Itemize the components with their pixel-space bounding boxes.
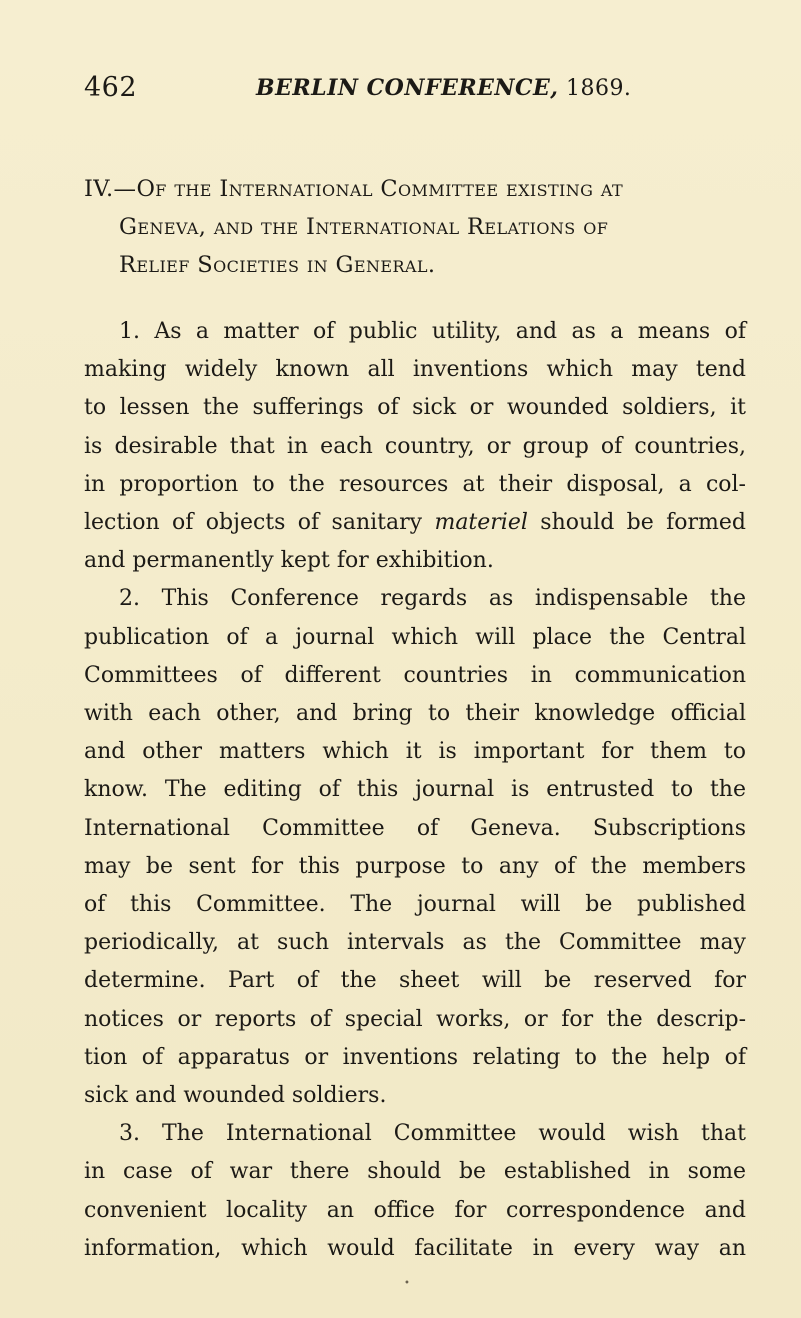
running-title <box>256 75 631 101</box>
text-line: notices or reports of special works, or for the descrip- <box>84 1006 746 1032</box>
text-line: is desirable that in each country, or group of countries, <box>84 433 746 459</box>
text-line: of this Committee. The journal will be published <box>84 892 746 918</box>
text-line: in case of war there should be established in some <box>84 1159 746 1185</box>
text-line: and permanently kept for exhibition. <box>84 548 494 574</box>
text-line: Committees of different countries in communication <box>84 662 746 688</box>
text-line: tion of apparatus or inventions relating to the help of <box>84 1044 746 1070</box>
text-line: sick and wounded soldiers. <box>84 1083 387 1109</box>
text-segment: should be formed <box>527 510 746 536</box>
text-line: 1. As a matter of public utility, and as a means of <box>119 319 746 344</box>
text-line: periodically, at such intervals as the Committee may <box>84 930 746 956</box>
text-line: may be sent for this purpose to any of the members <box>84 853 746 879</box>
running-title-text: BERLIN CONFERENCE, <box>256 75 559 101</box>
section-heading-line: Relief Societies in General. <box>119 252 436 278</box>
italic-term: materiel <box>434 510 528 536</box>
footer-mark: • <box>404 1278 410 1289</box>
text-line: convenient locality an office for correspondence and <box>84 1197 746 1223</box>
text-line: know. The editing of this journal is entrusted to the <box>84 777 746 803</box>
text-line: information, which would facilitate in every way an <box>84 1235 746 1261</box>
body-text <box>84 313 746 1268</box>
text-line: 2. This Conference regards as indispensable the <box>119 586 746 612</box>
page-number: 462 <box>84 72 138 103</box>
text-line: publication of a journal which will place the Central <box>84 624 746 650</box>
text-line: in proportion to the resources at their disposal, a col- <box>84 471 746 497</box>
text-line: International Committee of Geneva. Subscriptions <box>84 815 746 841</box>
text-segment: lection of objects of sanitary <box>84 510 435 536</box>
text-line: and other matters which it is important for them to <box>84 739 746 765</box>
running-title-year: 1869. <box>558 76 632 101</box>
text-line: to lessen the sufferings of sick or wounded soldiers, it <box>84 395 746 421</box>
text-line: 3. The International Committee would wish that <box>119 1121 746 1147</box>
text-line: making widely known all inventions which may tend <box>84 357 746 383</box>
section-heading-line: IV.—Of the International Committee existing at <box>84 176 624 202</box>
page-header <box>84 72 632 112</box>
text-line: with each other, and bring to their knowledge official <box>84 701 746 727</box>
section-heading <box>84 170 744 284</box>
text-line: determine. Part of the sheet will be reserved for <box>84 968 746 994</box>
text-line <box>84 504 746 542</box>
section-heading-line: Geneva, and the International Relations of <box>119 214 609 240</box>
